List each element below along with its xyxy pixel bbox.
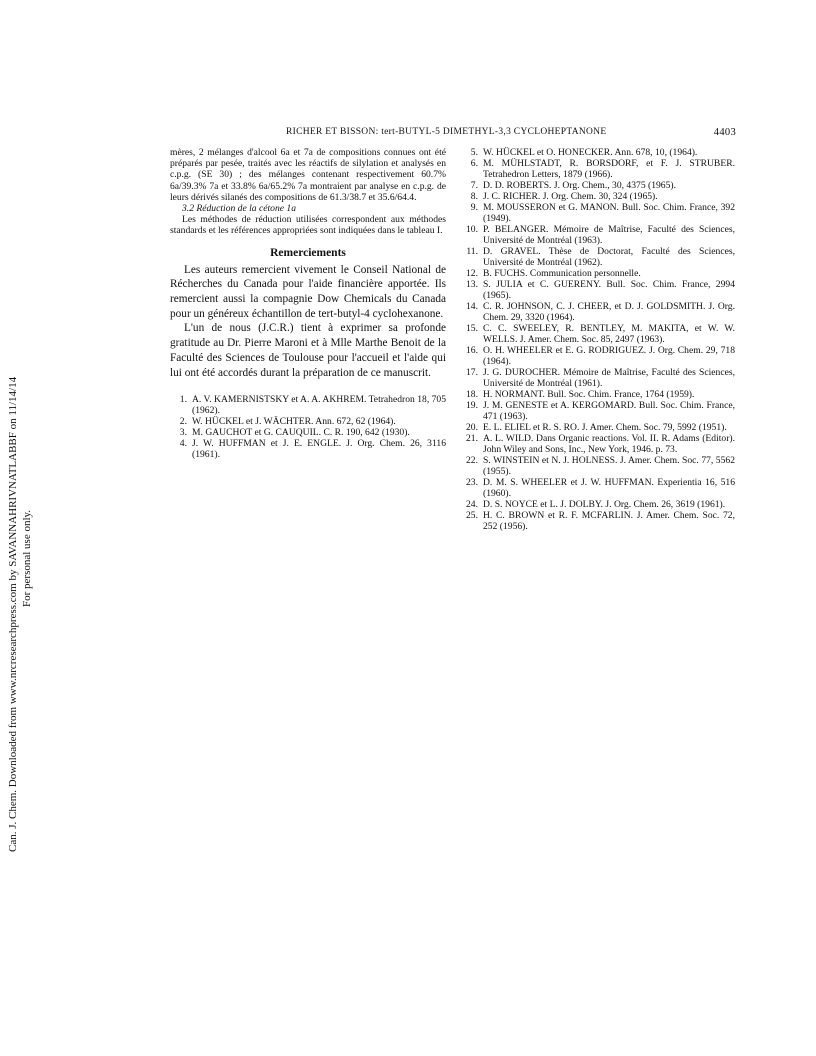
reference-item <box>463 400 735 422</box>
reference-item <box>463 180 735 191</box>
reference-number: 8. <box>470 191 478 202</box>
reference-number: 14. <box>466 301 478 312</box>
reference-text: D. S. NOYCE et L. J. DOLBY. J. Org. Chem. 26, 3619 (1961). <box>483 499 726 510</box>
reference-item <box>463 389 735 400</box>
reference-text: J. M. GENESTE et A. KERGOMARD. Bull. Soc. Chim. France, 471 (1963). <box>483 400 735 422</box>
reference-text: J. G. DUROCHER. Mémoire de Maîtrise, Faculté des Sciences, Université de Montréal (1961). <box>483 367 735 389</box>
reference-text: P. BELANGER. Mémoire de Maîtrise, Faculté des Sciences, Université de Montréal (1963). <box>483 224 735 246</box>
running-title: RICHER ET BISSON: tert-BUTYL-5 DIMETHYL-3,3 CYCLOHEPTANONE <box>286 127 607 137</box>
reference-text: H. NORMANT. Bull. Soc. Chim. France, 1764 (1959). <box>483 389 695 400</box>
reference-text: J. C. RICHER. J. Org. Chem. 30, 324 (1965). <box>483 191 658 202</box>
reference-number: 10. <box>466 224 478 235</box>
reference-number: 19. <box>466 400 478 411</box>
reference-text: S. JULIA et C. GUERENY. Bull. Soc. Chim. France, 2994 (1965). <box>483 279 735 301</box>
reference-number: 4. <box>179 438 187 450</box>
reference-text: A. L. WILD. Dans Organic reactions. Vol. II. R. Adams (Editor). John Wiley and Sons, Inc., New York, 1946. p. 73. <box>483 433 735 455</box>
reference-text: M. GAUCHOT et G. CAUQUIL. C. R. 190, 642 (1930). <box>192 427 410 439</box>
reference-item <box>463 158 735 180</box>
reference-item <box>463 279 735 301</box>
right-column <box>463 147 735 532</box>
reference-text: A. V. KAMERNISTSKY et A. A. AKHREM. Tetrahedron 18, 705 (1962). <box>192 394 447 417</box>
acknowledgements-body <box>170 263 446 381</box>
reference-text: D. GRAVEL. Thèse de Doctorat, Faculté des Sciences, Université de Montréal (1962). <box>483 246 735 268</box>
reference-item <box>170 394 446 416</box>
reference-item <box>463 268 735 279</box>
reference-number: 22. <box>466 455 478 466</box>
reference-number: 5. <box>470 147 478 158</box>
reference-number: 16. <box>466 345 478 356</box>
reference-number: 11. <box>466 246 478 257</box>
reference-item <box>463 323 735 345</box>
reference-item <box>463 510 735 532</box>
reference-number: 3. <box>179 427 187 439</box>
reference-number: 7. <box>470 180 478 191</box>
reduction-paragraph: Les méthodes de réduction utilisées correspondent aux méthodes standards et les références appropriées sont indiquées dans le tableau I. <box>170 214 446 237</box>
subsection-heading: 3.2 Réduction de la cétone 1a <box>182 203 297 215</box>
reference-text: H. C. BROWN et R. F. MCFARLIN. J. Amer. Chem. Soc. 72, 252 (1956). <box>483 510 735 532</box>
reference-number: 25. <box>466 510 478 521</box>
reference-number: 23. <box>466 477 478 488</box>
acknowledgement-paragraph-2: L'un de nous (J.C.R.) tient à exprimer sa profonde gratitude au Dr. Pierre Maroni et à Mlle Marthe Benoit de la Faculté des Sciences de Toulouse pour l'accueil et l'aide qui lui ont été accordés durant la préparation de ce manuscrit. <box>170 322 446 379</box>
reference-text: D. M. S. WHEELER et J. W. HUFFMAN. Experientia 16, 516 (1960). <box>483 477 735 499</box>
reference-item <box>463 191 735 202</box>
reference-text: M. MÜHLSTADT, R. BORSDORF, et F. J. STRUBER. Tetrahedron Letters, 1879 (1966). <box>483 158 735 180</box>
reference-number: 9. <box>470 202 478 213</box>
reference-number: 20. <box>466 422 478 433</box>
reference-text: W. HÜCKEL et O. HONECKER. Ann. 678, 10, (1964). <box>483 147 698 158</box>
reference-item <box>463 246 735 268</box>
reference-text: S. WINSTEIN et N. J. HOLNESS. J. Amer. Chem. Soc. 77, 5562 (1955). <box>483 455 735 477</box>
reference-item <box>463 499 735 510</box>
reference-text: E. L. ELIEL et R. S. RO. J. Amer. Chem. Soc. 79, 5992 (1951). <box>483 422 727 433</box>
reference-item <box>463 433 735 455</box>
reference-text: C. R. JOHNSON, C. J. CHEER, et D. J. GOLDSMITH. J. Org. Chem. 29, 3320 (1964). <box>483 301 735 323</box>
experimental-text <box>170 147 446 237</box>
reference-item <box>463 224 735 246</box>
reference-text: W. HÜCKEL et J. WÄCHTER. Ann. 672, 62 (1964). <box>192 416 396 428</box>
reference-item <box>463 422 735 433</box>
reference-text: J. W. HUFFMAN et J. E. ENGLE. J. Org. Chem. 26, 3116 (1961). <box>192 438 446 461</box>
reference-text: B. FUCHS. Communication personnelle. <box>483 268 641 279</box>
personal-use-notice: For personal use only. <box>21 509 33 607</box>
reference-item <box>463 301 735 323</box>
reference-number: 13. <box>466 279 478 290</box>
acknowledgement-paragraph-1: Les auteurs remercient vivement le Conseil National de Récherches du Canada pour l'aide financière apportée. Ils remercient aussi la compagnie Dow Chemicals du Canada pour un généreux échantillon de tert-butyl-4 cyclohexanone. <box>170 263 446 320</box>
reference-list-left <box>170 394 446 460</box>
acknowledgements-heading: Remerciements <box>270 246 346 259</box>
page-number: 4403 <box>713 127 736 138</box>
reference-item <box>170 427 446 438</box>
reference-text: O. H. WHEELER et E. G. RODRIGUEZ. J. Org. Chem. 29, 718 (1964). <box>483 345 735 367</box>
reference-item <box>170 438 446 460</box>
reference-item <box>463 202 735 224</box>
reference-text: C. C. SWEELEY, R. BENTLEY, M. MAKITA, et W. W. WELLS. J. Amer. Chem. Soc. 85, 2497 (1963). <box>483 323 735 345</box>
reference-text: D. D. ROBERTS. J. Org. Chem., 30, 4375 (1965). <box>483 180 676 191</box>
reference-text: M. MOUSSERON et G. MANON. Bull. Soc. Chim. France, 392 (1949). <box>483 202 735 224</box>
reference-number: 15. <box>466 323 478 334</box>
reference-item <box>463 345 735 367</box>
running-header <box>240 127 736 141</box>
reference-item <box>463 477 735 499</box>
reference-number: 6. <box>470 158 478 169</box>
reference-list-right <box>463 147 735 532</box>
reference-number: 2. <box>179 416 187 428</box>
left-column <box>170 147 446 460</box>
reference-item <box>463 147 735 158</box>
download-watermark <box>0 0 40 1056</box>
reference-number: 21. <box>466 433 478 444</box>
reference-item <box>463 367 735 389</box>
intro-paragraph: mères, 2 mélanges d'alcool 6a et 7a de compositions connues ont été préparés par pesée, traités avec les réactifs de silylation et analysés en c.p.g. (SE 30) ; des mélanges contenant respectivement 60.7% 6a/39.3% 7a et 33.8% 6a/65.2% 7a montraient par analyse en c.p.g. de leurs dérivés silanés des compositions de 61.3/38.7 et 35.6/64.4. <box>170 147 446 203</box>
reference-number: 1. <box>179 394 187 406</box>
download-notice: Can. J. Chem. Downloaded from www.nrcresearchpress.com by SAVANNAHRIVNATLABBF on 11/14/14 <box>7 376 19 852</box>
reference-number: 24. <box>466 499 478 510</box>
reference-number: 17. <box>466 367 478 378</box>
reference-number: 12. <box>466 268 478 279</box>
reference-item <box>170 416 446 427</box>
reference-number: 18. <box>466 389 478 400</box>
reference-item <box>463 455 735 477</box>
